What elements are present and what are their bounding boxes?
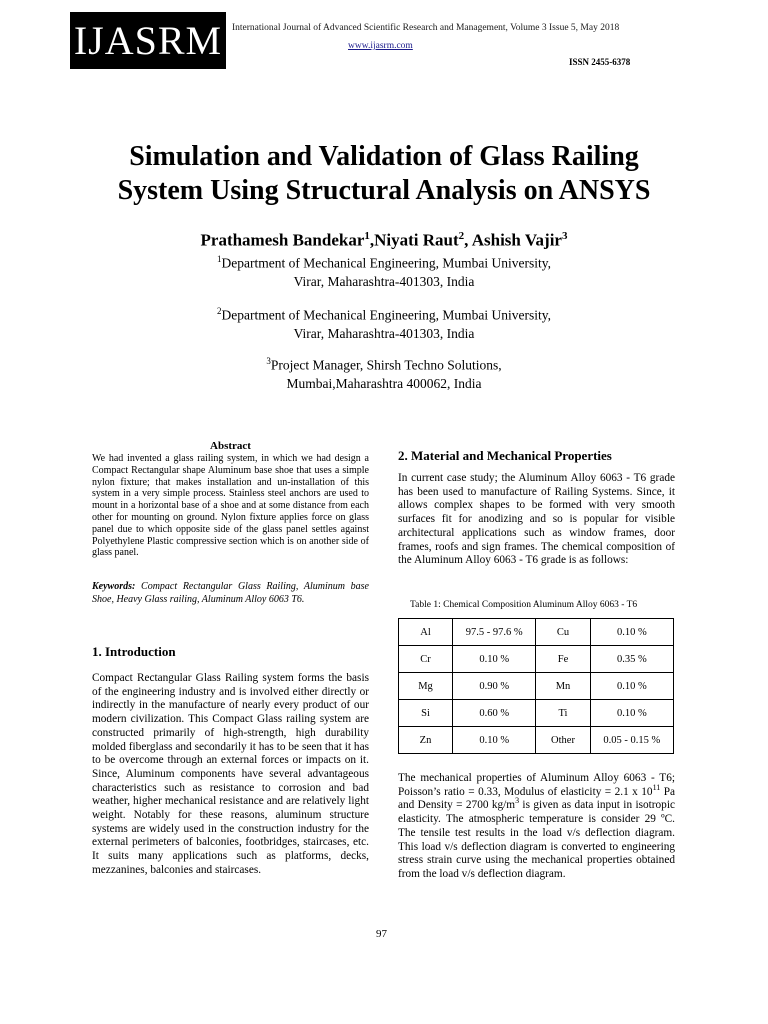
table-cell: 0.10 % [590, 673, 673, 700]
table-cell: Si [399, 700, 453, 727]
table-cell: 0.10 % [453, 646, 536, 673]
affiliation-line: Virar, Maharashtra-401303, India [293, 273, 475, 289]
abstract-heading: Abstract [210, 440, 251, 452]
table-cell: Mg [399, 673, 453, 700]
table-cell: 0.90 % [453, 673, 536, 700]
journal-info: International Journal of Advanced Scientific Research and Management, Volume 3 Issue 5, May 2018 [232, 23, 620, 33]
table-cell: 0.60 % [453, 700, 536, 727]
table-cell: Mn [536, 673, 590, 700]
affiliation-line [60, 302, 708, 325]
affiliation-line: Virar, Maharashtra-401303, India [293, 325, 475, 341]
paper-title-line-2: System Using Structural Analysis on ANSYS [117, 175, 651, 206]
affiliation-text: Project Manager, Shirsh Techno Solutions, [270, 357, 502, 373]
table-cell: 0.10 % [590, 619, 673, 646]
mech-text-part: The mechanical properties of Aluminum Alloy 6063 - T6; Poisson’s ratio = 0.33, Modulus of elasticity = 2.1 x 10 [398, 772, 675, 798]
table-cell: 0.05 - 0.15 % [590, 727, 673, 754]
introduction-text: Compact Rectangular Glass Railing system forms the basis of the engineering industry and is involved either directly or indirectly in the manufacture of nearly every product of our modern civilization. This Compact Glass railing system are constructed primarily of high-strength, high durability molded fiberglass and secondarily it has to be seen that it has to be overcome through an external forces or impacts on it. Since, Aluminum components have several advantageous characteristics such as resistance to corrosion and bad weather, higher mechanical resistance and are relatively light weight. Notably for these reasons, aluminum structure systems are widely used in the construction industry for the external perimeters of balconies, footbridges, staircases, etc. It suits many applications such as platforms, decks, mezzanines, balconies and staircases. [92, 672, 369, 876]
table-caption: Table 1: Chemical Composition Aluminum Alloy 6063 - T6 [410, 600, 638, 610]
table-cell: Other [536, 727, 590, 754]
affiliation-2 [60, 302, 708, 343]
keywords [92, 580, 369, 606]
keywords-text: Compact Rectangular Glass Railing, Aluminum base Shoe, Heavy Glass railing, Aluminum Alloy 6063 T6. [92, 581, 369, 605]
affiliation-mark: 3 [266, 356, 271, 366]
table-cell: 97.5 - 97.6 % [453, 619, 536, 646]
table-row [399, 646, 674, 673]
section-2-text: In current case study; the Aluminum Alloy 6063 - T6 grade has been used to manufacture of Railing Systems. Since, it allows complex shapes to be formed with very smooth surfaces fit for anodizing and so is popular for visible architectural applications such as window frames, door frames, roofs and sign frames. The chemical composition of the Aluminum Alloy 6063 - T6 grade is as follows: [398, 472, 675, 567]
author-affiliation-mark: 3 [561, 230, 568, 242]
issn-number: ISSN 2455-6378 [569, 57, 631, 67]
paper-title-line-1: Simulation and Validation of Glass Railing [129, 141, 639, 172]
affiliation-3 [60, 352, 708, 393]
journal-website-link[interactable]: www.ijasrm.com [348, 41, 413, 51]
journal-logo: IJASRM [70, 12, 226, 69]
affiliation-text: Department of Mechanical Engineering, Mumbai University, [221, 255, 551, 271]
table-cell: Al [399, 619, 453, 646]
table-cell: Cr [399, 646, 453, 673]
abstract-text: We had invented a glass railing system, in which we had design a Compact Rectangular shape Aluminum base shoe that uses a simple nylon fixture; that makes installation and un-installation of this system in a very simple process. Stainless steel anchors are used to mount in a horizontal base of a shoe and at some distance from each other for mounting on ground. Nylon fixture applies force on glass panel due to which opposite side of the glass panel settles against Polyethylene Plastic compressive section which is on another side of glass panel. [92, 453, 369, 559]
affiliation-line [60, 352, 708, 375]
mech-text-part: Pa and Density = 2700 kg/m [398, 785, 676, 812]
table-row [399, 700, 674, 727]
affiliation-line: Mumbai,Maharashtra 400062, India [286, 375, 482, 391]
affiliation-1 [60, 250, 708, 291]
mech-text-part: is given as data input in isotropic elasticity. The atmospheric temperature is consider 29 ºC. The tensile test results in the load v/s deflection diagram. This load v/s deflection diagram is converted to engineering stress strain curve using the mechanical properties obtained from the load v/s deflection diagram. [398, 799, 675, 880]
table-row [399, 619, 674, 646]
table-cell: 0.10 % [590, 700, 673, 727]
author-name: Prathamesh Bandekar [200, 230, 365, 250]
introduction-heading: 1. Introduction [92, 644, 176, 659]
table-cell: 0.35 % [590, 646, 673, 673]
paper-title [60, 140, 708, 208]
table-row [399, 727, 674, 754]
affiliation-mark: 2 [217, 306, 222, 316]
exponent: 11 [652, 782, 661, 792]
author-separator: , [369, 230, 375, 250]
table-cell: Fe [536, 646, 590, 673]
page-number: 97 [376, 928, 387, 940]
author-affiliation-mark: 2 [458, 230, 465, 242]
keywords-label: Keywords: [92, 581, 136, 592]
author-name: Ashish Vajir [471, 230, 562, 250]
affiliation-mark: 1 [217, 254, 222, 264]
table-cell: 0.10 % [453, 727, 536, 754]
section-2-heading: 2. Material and Mechanical Properties [398, 448, 612, 463]
chemical-composition-table [398, 618, 674, 754]
table-cell: Cu [536, 619, 590, 646]
author-separator: , [464, 230, 472, 250]
table-cell: Ti [536, 700, 590, 727]
table-row [399, 673, 674, 700]
affiliation-text: Department of Mechanical Engineering, Mumbai University, [221, 307, 551, 323]
author-list [60, 230, 708, 251]
author-affiliation-mark: 1 [364, 230, 370, 242]
affiliation-line [60, 250, 708, 273]
table-cell: Zn [399, 727, 453, 754]
exponent: 3 [515, 796, 520, 806]
mechanical-properties-text [398, 772, 675, 882]
author-name: Niyati Raut [374, 230, 459, 250]
